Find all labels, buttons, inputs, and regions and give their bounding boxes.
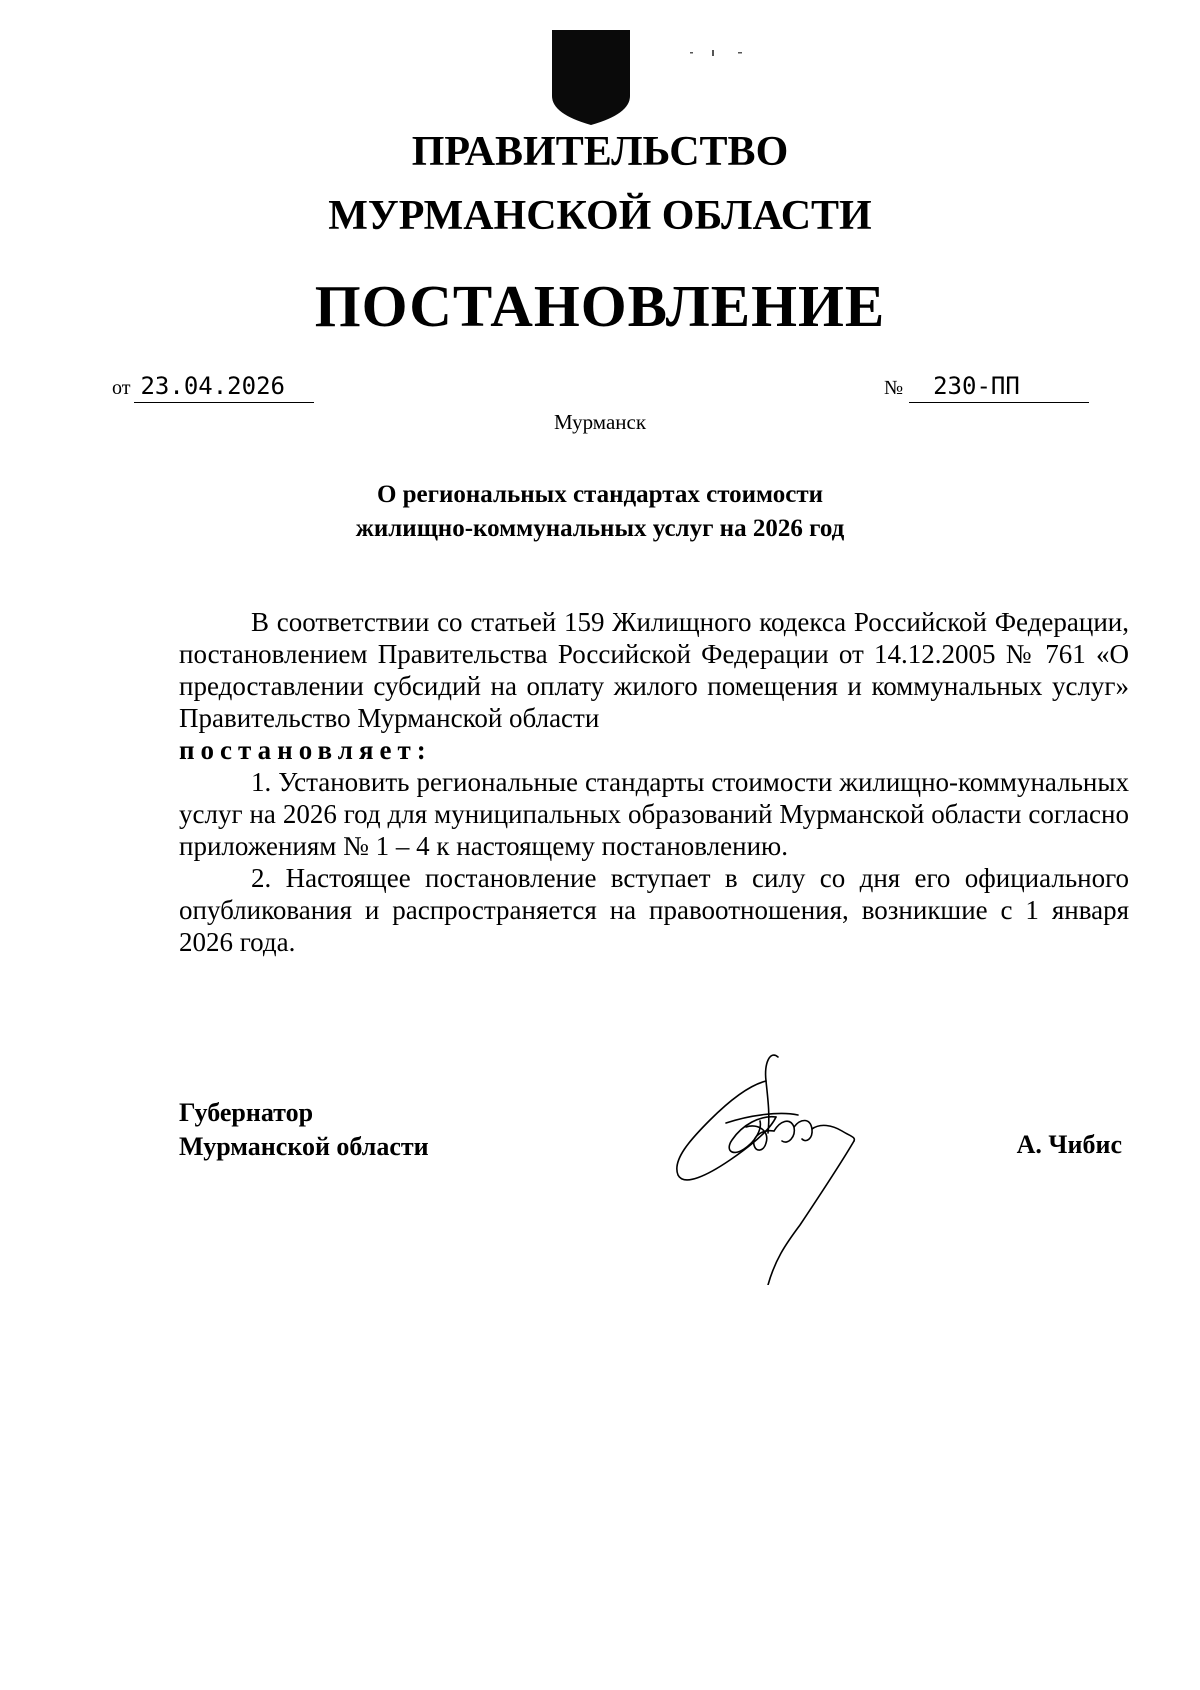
signer-title-line-1: Губернатор xyxy=(179,1098,314,1127)
date-value: 23.04.2026 xyxy=(134,372,314,403)
item-1-paragraph: 1. Установить региональные стандарты стоимости жилищно-коммунальных услуг на 2026 год для муниципальных образований Мурманской области согласно приложениям № 1 – 4 к настоящему постановлению. xyxy=(179,767,1129,861)
preamble-paragraph xyxy=(179,606,1129,734)
org-title-line-1: ПРАВИТЕЛЬСТВО xyxy=(411,129,789,175)
date-prefix: от xyxy=(112,377,131,399)
coat-of-arms-emblem xyxy=(550,30,632,125)
number-prefix: № xyxy=(884,377,904,399)
item-2-paragraph: 2. Настоящее постановление вступает в силу со дня его официального опубликования и распространяется на правоотношения, возникшие с 1 января 2026 года. xyxy=(179,863,1129,957)
number-field xyxy=(884,372,1089,403)
city-name: Мурманск xyxy=(553,410,647,434)
number-value: 230-ПП xyxy=(909,372,1089,403)
handwritten-signature xyxy=(670,1045,900,1285)
document-body xyxy=(179,606,1129,958)
signer-name: А. Чибис xyxy=(1016,1130,1122,1159)
document-type-title: ПОСТАНОВЛЕНИЕ xyxy=(314,273,886,339)
date-field xyxy=(112,372,314,403)
decree-word: постановляет: xyxy=(179,735,432,765)
subject-line-1: О региональных стандартах стоимости xyxy=(376,481,824,508)
subject-line-2: жилищно-коммунальных услуг на 2026 год xyxy=(355,515,845,542)
decree-paragraph xyxy=(179,734,1129,766)
org-title-line-2: МУРМАНСКОЙ ОБЛАСТИ xyxy=(328,193,872,239)
signer-title-line-2: Мурманской области xyxy=(179,1132,429,1161)
signer-title xyxy=(179,1096,429,1164)
scan-artifact-marks xyxy=(690,48,750,58)
preamble-text: В соответствии со статьей 159 Жилищного кодекса Российской Федерации, постановлением Правительства Российской Федерации от 14.12.2005 № 761 «О предоставлении субсидий на оплату жилого помещения и коммунальных услуг» Правительство Мурманской области xyxy=(179,607,1129,733)
